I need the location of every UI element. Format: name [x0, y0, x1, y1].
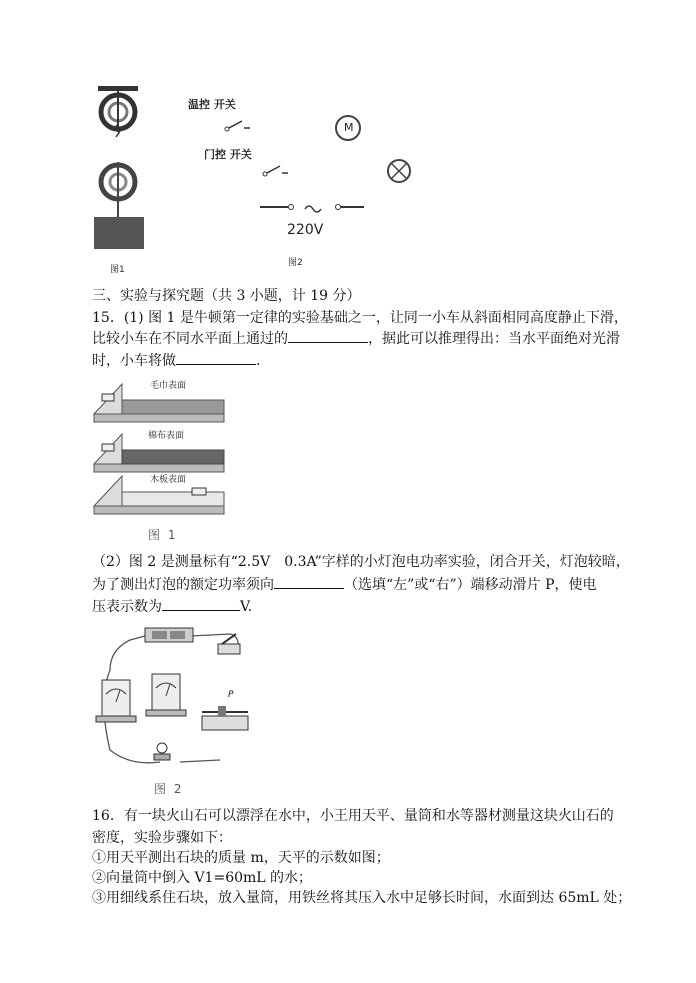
q16-step1: ①用天平测出石块的质量 m，天平的示数如图； [92, 850, 390, 866]
motor-symbol-label: M [344, 121, 354, 134]
q15-line3-b: . [256, 353, 261, 369]
q15-line2-a: 比较小车在不同水平面上通过的 [92, 331, 288, 347]
q15-line3 [92, 350, 260, 371]
surface-label-cotton: 棉布表面 [148, 431, 185, 441]
q16-step2: ②向量筒中倒入 V1=60mL 的水； [92, 870, 313, 886]
section3-heading: 三、实验与探究题（共 3 小题，计 19 分） [92, 288, 361, 304]
q15-fig2-caption: 图 2 [154, 782, 184, 796]
fig1-label: 图1 [110, 265, 125, 275]
q15-part2-line2 [92, 574, 597, 595]
q15-part2-line3 [92, 596, 252, 617]
incline-surfaces-diagram [92, 376, 232, 546]
temp-switch-label: 温控 开关 [188, 98, 236, 111]
q15-line1: 15．(1) 图 1 是牛顿第一定律的实验基础之一，让同一小车从斜面相同高度静止下滑， [92, 310, 628, 326]
top-figure-2 [180, 92, 420, 272]
thermostat-diagram [88, 82, 158, 277]
slider-p-label: P [228, 690, 234, 700]
power-circuit-diagram [90, 620, 260, 800]
q15-part2-line2-a: 为了测出灯泡的额定功率须向 [92, 577, 274, 593]
q15-figure2 [90, 620, 260, 800]
q15-part2-line2-b: （选填“左”或“右”）端移动滑片 P，使电 [344, 577, 597, 593]
top-figure-1 [88, 82, 158, 277]
q15-blank-distance[interactable] [288, 328, 368, 343]
q16-line2: 密度，实验步骤如下： [92, 830, 232, 846]
q15-line2-b: ，据此可以推理得出：当水平面绝对光滑 [368, 331, 620, 347]
q15-line3-a: 时，小车将做 [92, 353, 176, 369]
q15-figure1 [92, 376, 232, 546]
q15-part2-line1: （2）图 2 是测量标有“2.5V 0.3A”字样的小灯泡电功率实验，闭合开关，灯泡较暗， [92, 554, 630, 570]
fig2-label: 图2 [288, 258, 303, 268]
q16-step3: ③用细线系住石块，放入量筒，用铁丝将其压入水中足够长时间，水面到达 65mL 处； [92, 890, 632, 906]
q15-fig1-caption: 图 1 [148, 528, 178, 542]
surface-label-wood: 木板表面 [150, 475, 187, 485]
q15-blank-motion[interactable] [176, 350, 256, 365]
q15-blank-voltage[interactable] [162, 596, 240, 611]
surface-label-towel: 毛巾表面 [150, 381, 187, 391]
q15-part2-line3-a: 压表示数为 [92, 599, 162, 615]
q15-line2 [92, 328, 620, 349]
door-switch-label: 门控 开关 [204, 148, 252, 161]
voltage-label: 220V [287, 222, 324, 238]
q16-line1: 16．有一块火山石可以漂浮在水中，小王用天平、量筒和水等器材测量这块火山石的 [92, 808, 614, 824]
circuit-diagram [180, 92, 420, 272]
q15-part2-line3-b: V. [240, 599, 253, 615]
q15-blank-direction[interactable] [274, 574, 344, 589]
